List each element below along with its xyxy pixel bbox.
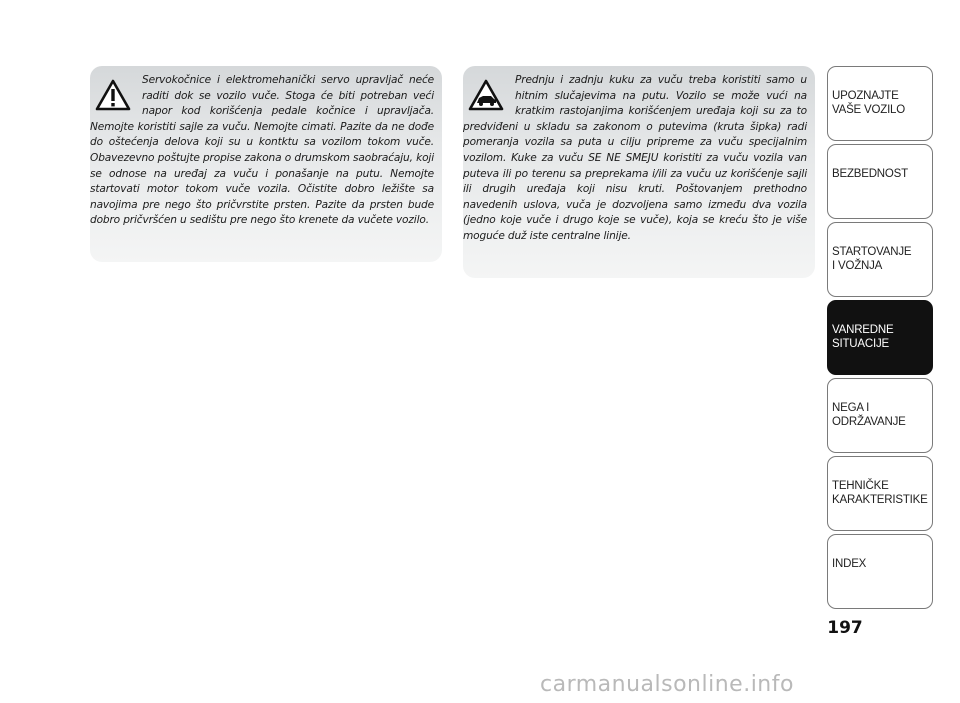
tab-vanredne-situacije[interactable]: VANREDNE SITUACIJE (827, 300, 933, 375)
tab-startovanje[interactable]: STARTOVANJE I VOŽNJA (827, 222, 933, 297)
warning-text-right: Prednju i zadnju kuku za vuču treba koristiti samo u hitnim slučajevima na putu. Vozilo se može vući na kratkim rastojanjima korišćenjem uređaja koji su za to predviđeni u skladu sa zakonom o putevima (kruta šipka) radi pomeranja vozila sa puta u cilju pripreme za vuču specijalnim vozilom. Kuke za vuču SE NE SMEJU koristiti za vuču vozila van puteva ili po terenu sa preprekama i/ili za vuču uz korišćenje sajli ili drugih uređaja koji nisu kruti. Poštovanjem prethodno navedenih uslova, vuča je dozvoljena samo između dva vozila (jedno koje vuče i drugo koje se vuče), koja se kreću što je više moguće duž iste centralne linije. (463, 74, 807, 242)
tab-upoznajte[interactable]: UPOZNAJTE VAŠE VOZILO (827, 66, 933, 141)
watermark: carmanualsonline.info (540, 672, 794, 697)
tab-bezbednost[interactable]: BEZBEDNOST (827, 144, 933, 219)
tab-tehnicke[interactable]: TEHNIČKE KARAKTERISTIKE (827, 456, 933, 531)
tab-nega[interactable]: NEGA I ODRŽAVANJE (827, 378, 933, 453)
page-number: 197 (827, 618, 863, 638)
car-hazard-icon (463, 75, 509, 115)
warning-box-right (463, 66, 815, 278)
warning-text-left: Servokočnice i elektromehanički servo upravljač neće raditi dok se vozilo vuče. Stoga će biti potreban veći napor kod korišćenja pedale kočnice i upravljača. Nemojte koristiti sajle za vuču. Nemojte cimati. Pazite da ne dođe do oštećenja delova koji su u kontktu sa vozilom tokom vuče. Obavezevno poštujte propise zakona o drumskom saobraćaju, koji se odnose na uređaj za vuču i ponašanje na putu. Nemojte startovati motor tokom vuče vozila. Očistite dobro ležište sa navojima pre nego što pričvrstite prsten. Pazite da prsten bude dobro pričvršćen u sedištu pre nego što krenete da vučete vozilo. (90, 74, 434, 227)
tab-index[interactable]: INDEX (827, 534, 933, 609)
warning-triangle-icon (90, 75, 136, 115)
warning-box-left (90, 66, 442, 262)
